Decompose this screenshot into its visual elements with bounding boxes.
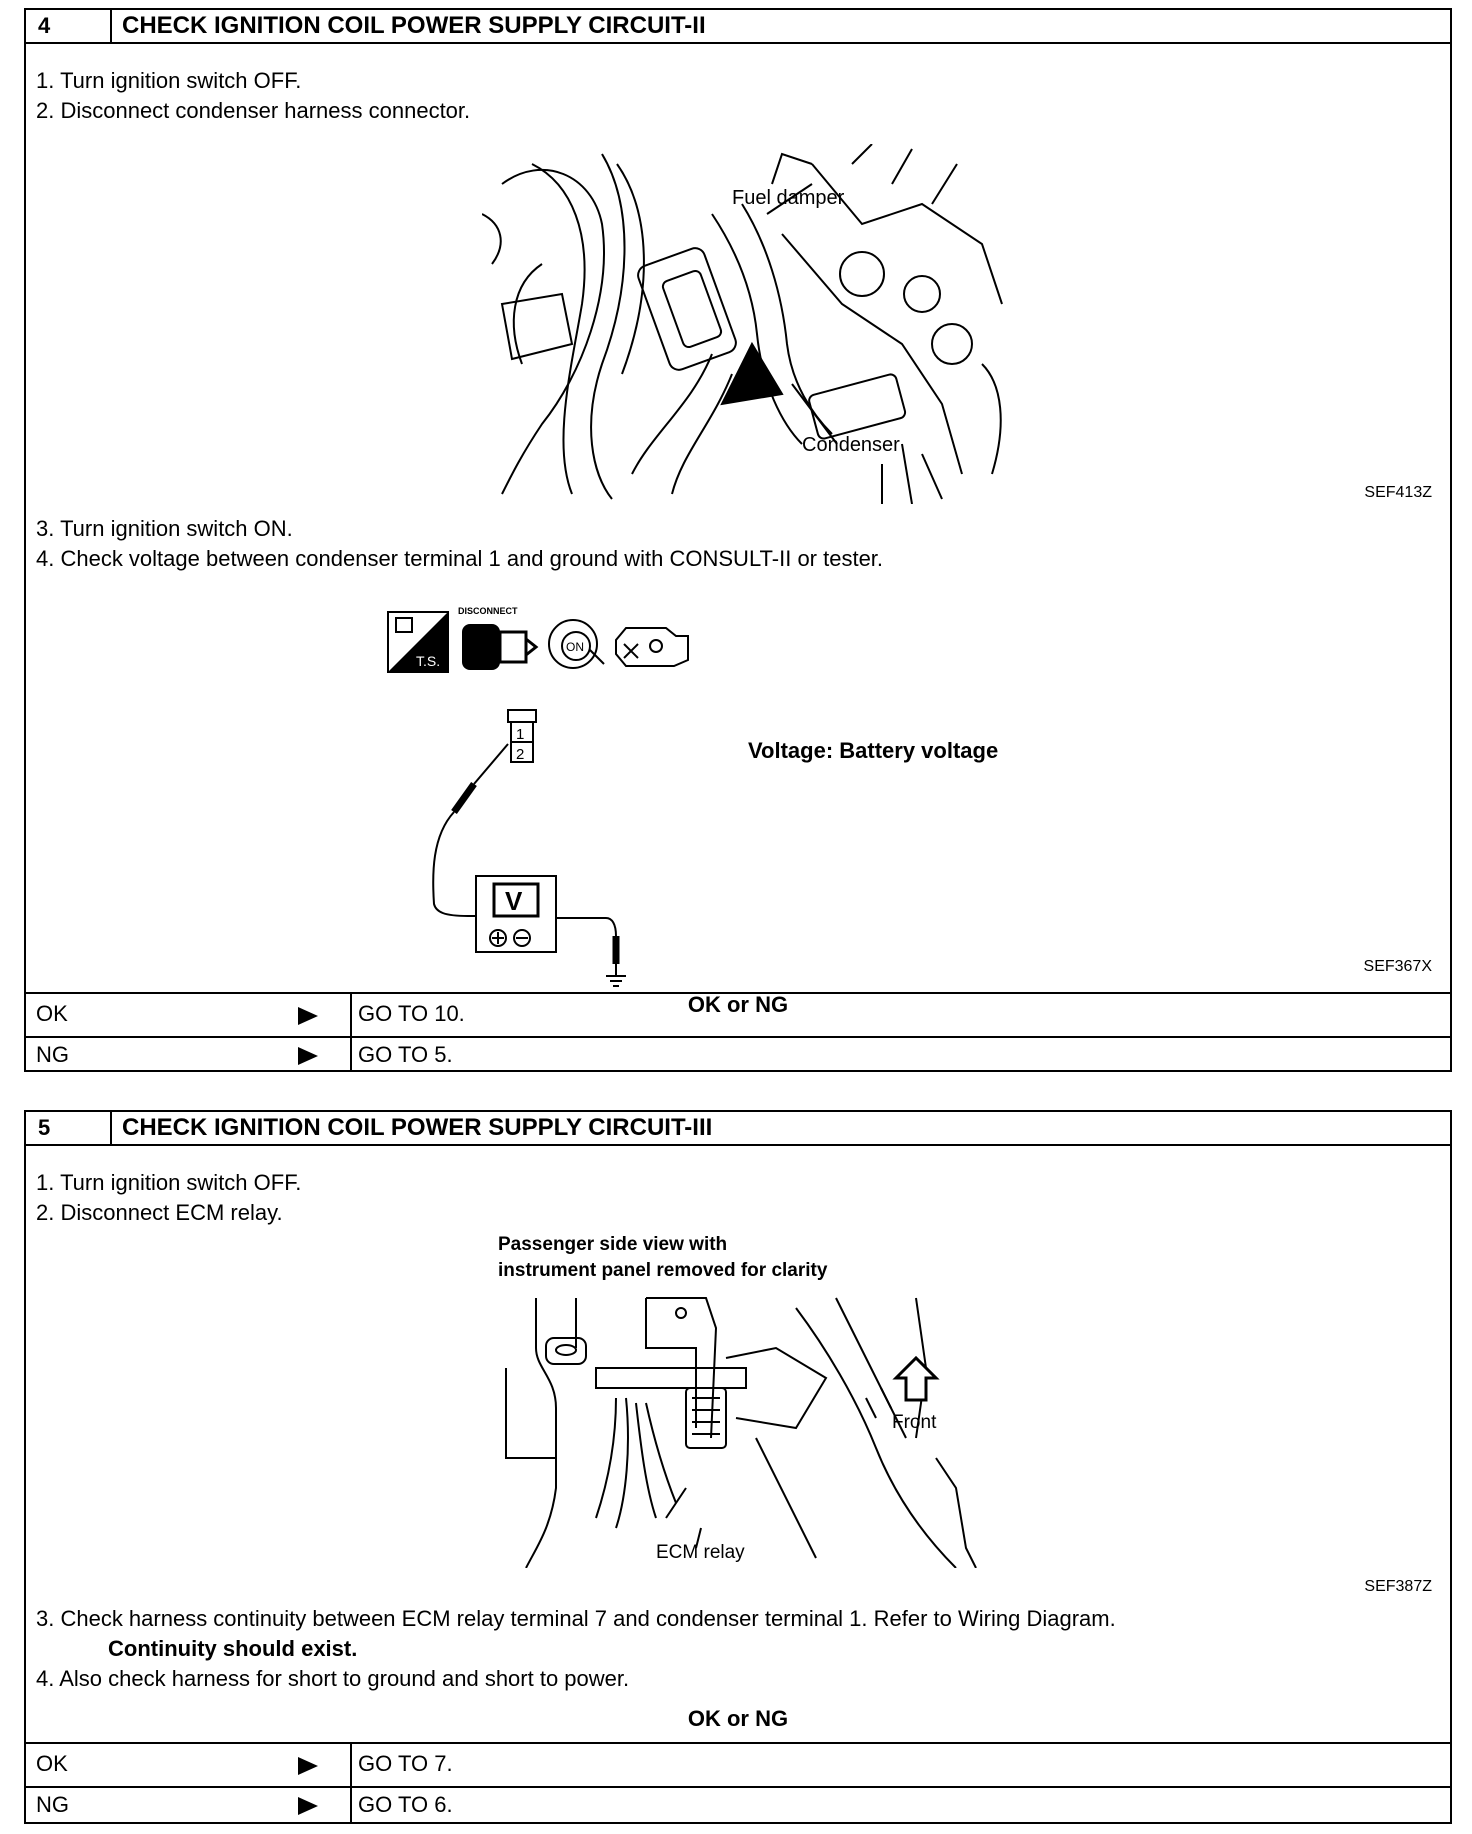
step-number: 5	[26, 1112, 112, 1144]
arrow-right-icon	[298, 1007, 318, 1025]
front-arrow-icon	[896, 1358, 936, 1400]
figure-caption: instrument panel removed for clarity	[498, 1260, 828, 1281]
ok-or-ng-label: OK or NG	[687, 1706, 789, 1731]
arrow-right-icon	[298, 1047, 318, 1065]
disconnect-icon	[458, 606, 536, 670]
voltage-spec: Voltage: Battery voltage	[748, 738, 999, 763]
voltage-check-schematic	[376, 584, 796, 964]
result-action: GO TO 10.	[358, 1001, 465, 1026]
label-front: Front	[892, 1412, 937, 1433]
step-5-block	[24, 1110, 1452, 1824]
instruction: 4. Check voltage between condenser terminal 1 and ground with CONSULT-II or tester.	[36, 546, 884, 571]
ok-or-ng-label: OK or NG	[687, 992, 789, 1017]
result-label: OK	[36, 1751, 68, 1776]
result-label: OK	[36, 1001, 68, 1026]
step-5-body	[26, 1146, 1450, 1822]
step-4-header	[26, 10, 1450, 44]
step-number: 4	[26, 10, 112, 42]
continuity-spec: Continuity should exist.	[108, 1636, 358, 1661]
arrow-right-icon	[298, 1757, 318, 1775]
ignition-key-on-icon	[549, 620, 604, 668]
label-fuel-damper: Fuel damper	[732, 187, 845, 209]
step-5-header	[26, 1112, 1450, 1146]
condenser-connector	[508, 710, 536, 763]
meter-v: V	[505, 886, 523, 916]
ground-symbol	[604, 964, 634, 994]
result-row-ok	[26, 992, 1450, 1036]
instruction: 4. Also check harness for short to ground and short to power.	[36, 1666, 630, 1691]
ts-icon	[388, 612, 448, 672]
figure-ref: SEF413Z	[1364, 484, 1432, 501]
instruction: 1. Turn ignition switch OFF.	[36, 68, 302, 93]
step-title: CHECK IGNITION COIL POWER SUPPLY CIRCUIT-II	[122, 12, 706, 39]
voltmeter	[476, 876, 556, 952]
instruction: 2. Disconnect ECM relay.	[36, 1200, 283, 1225]
engine-bay-illustration	[482, 144, 1022, 504]
figure-ref: SEF387Z	[1364, 1578, 1432, 1595]
step-4-block	[24, 8, 1452, 1072]
ecm-relay-illustration	[496, 1288, 1016, 1568]
result-label: NG	[36, 1792, 69, 1817]
result-row-ng	[26, 1786, 1450, 1822]
label-condenser: Condenser	[802, 434, 900, 456]
engine-not-running-icon	[616, 628, 688, 666]
result-action: GO TO 5.	[358, 1042, 453, 1067]
disconnect-text: DISCONNECT	[458, 606, 518, 616]
terminal-2: 2	[516, 746, 525, 763]
on-text: ON	[566, 640, 584, 654]
ts-text: T.S.	[416, 653, 441, 669]
instruction: 2. Disconnect condenser harness connector.	[36, 98, 471, 123]
instruction: 1. Turn ignition switch OFF.	[36, 1170, 302, 1195]
terminal-1: 1	[516, 726, 525, 743]
figure-ref: SEF367X	[1363, 958, 1432, 975]
result-action: GO TO 6.	[358, 1792, 453, 1817]
result-label: NG	[36, 1042, 69, 1067]
step-title: CHECK IGNITION COIL POWER SUPPLY CIRCUIT-III	[122, 1114, 713, 1141]
figure-caption: Passenger side view with	[498, 1234, 728, 1255]
instruction: 3. Check harness continuity between ECM relay terminal 7 and condenser terminal 1. Refer to Wiring Diagram.	[36, 1606, 1116, 1631]
arrow-right-icon	[298, 1797, 318, 1815]
step-4-body	[26, 44, 1450, 1070]
label-ecm-relay: ECM relay	[656, 1542, 745, 1563]
instruction: 3. Turn ignition switch ON.	[36, 516, 293, 541]
result-row-ng	[26, 1036, 1450, 1072]
result-action: GO TO 7.	[358, 1751, 453, 1776]
result-row-ok	[26, 1742, 1450, 1786]
